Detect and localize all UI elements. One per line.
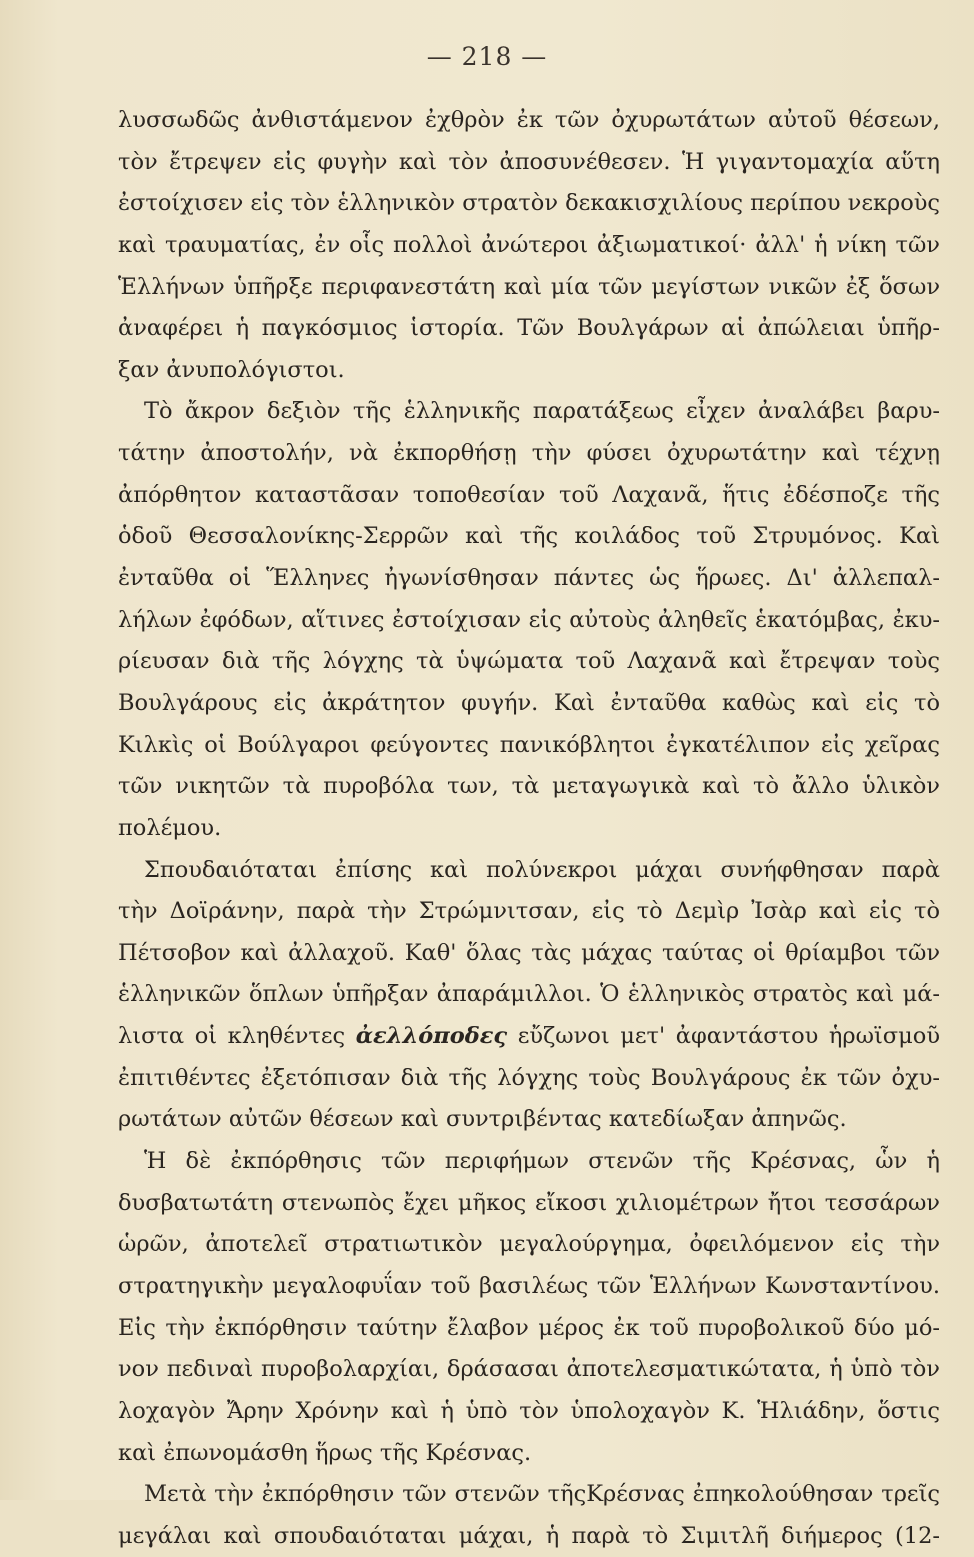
text-line: τῶν νικητῶν τὰ πυροβόλα των, τὰ μεταγωγικὰ καὶ τὸ ἄλλο ὑλικὸν [118,773,940,800]
body-text [118,100,940,1557]
text-line: ὡρῶν, ἀποτελεῖ στρατιωτικὸν μεγαλούργημα, ὀφειλόμενον εἰς τὴν [118,1231,940,1258]
text-line: καὶ τραυματίας, ἐν οἷς πολλοὶ ἀνώτεροι ἀξιωματικοί· ἀλλ' ἡ νίκη τῶν [118,231,940,258]
text-line: ρωτάτων αὐτῶν θέσεων καὶ συντριβέντας κατεδίωξαν ἀπηνῶς. [118,1106,847,1133]
text-line: ξαν ἀνυπολόγιστοι. [118,356,345,383]
text-line: στρατηγικὴν μεγαλοφυΐαν τοῦ βασιλέως τῶν Ἑλλήνων Κωνσταντίνου. [118,1272,940,1299]
text-line: Τὸ ἄκρον δεξιὸν τῆς ἑλληνικῆς παρατάξεως εἶχεν ἀναλάβει βαρυ- [144,398,940,425]
text-line: ἀπόρθητον καταστᾶσαν τοποθεσίαν τοῦ Λαχανᾶ, ἥτις ἐδέσποζε τῆς [118,481,940,508]
text-line: τάτην ἀποστολήν, νὰ ἐκπορθήσῃ τὴν φύσει ὀχυρωτάτην καὶ τέχνῃ [118,440,940,467]
text-line: Κιλκὶς οἱ Βούλγαροι φεύγοντες πανικόβλητοι ἐγκατέλιπον εἰς χεῖρας [118,731,940,758]
text-line: νον πεδιναὶ πυροβολαρχίαι, δράσασαι ἀποτελεσματικώτατα, ἡ ὑπὸ τὸν [118,1356,940,1383]
text-line [118,1016,940,1058]
text-line: λοχαγὸν Ἄρην Χρόνην καὶ ἡ ὑπὸ τὸν ὑπολοχαγὸν Κ. Ἡλιάδην, ὅστις [118,1397,940,1424]
text-line: Μετὰ τὴν ἐκπόρθησιν τῶν στενῶν τῆςΚρέσνας ἐπηκολούθησαν τρεῖς [144,1481,940,1508]
text-line: Σπουδαιόταται ἐπίσης καὶ πολύνεκροι μάχαι συνήφθησαν παρὰ [144,856,940,883]
text-line: ἀναφέρει ἡ παγκόσμιος ἱστορία. Τῶν Βουλγάρων αἱ ἀπώλειαι ὑπῆρ- [118,315,940,342]
text-line: ἑλληνικῶν ὅπλων ὑπῆρξαν ἀπαράμιλλοι. Ὁ ἑλληνικὸς στρατὸς καὶ μά- [118,981,940,1008]
text-line: Βουλγάρους εἰς ἀκράτητον φυγήν. Καὶ ἐνταῦθα καθὼς καὶ εἰς τὸ [118,689,940,716]
text-line: Πέτσοβον καὶ ἀλλαχοῦ. Καθ' ὅλας τὰς μάχας ταύτας οἱ θρίαμβοι τῶν [118,939,940,966]
text-line: Ἡ δὲ ἐκπόρθησις τῶν περιφήμων στενῶν τῆς Κρέσνας, ὧν ἡ [144,1148,940,1175]
text-line: ὁδοῦ Θεσσαλονίκης-Σερρῶν καὶ τῆς κοιλάδος τοῦ Στρυμόνος. Καὶ [118,523,940,550]
text-line: τὴν Δοϊράνην, παρὰ τὴν Στρώμνιτσαν, εἰς τὸ Δεμὶρ Ἰσὰρ καὶ εἰς τὸ [118,898,940,925]
text-line: πολέμου. [118,814,222,841]
text-line: ἐστοίχισεν εἰς τὸν ἑλληνικὸν στρατὸν δεκακισχιλίους περίπου νεκροὺς [118,190,940,217]
emphasized-term: ἀελλόποδες [355,1023,508,1050]
text-line: καὶ ἐπωνομάσθη ἥρως τῆς Κρέσνας. [118,1439,532,1466]
text-line: μεγάλαι καὶ σπουδαιόταται μάχαι, ἡ παρὰ τὸ Σιμιτλῆ διήμερος (12- [118,1522,940,1549]
page-number: — 218 — [426,42,548,71]
text-line: ἐπιτιθέντες ἐξετόπισαν διὰ τῆς λόγχης τοὺς Βουλγάρους ἐκ τῶν ὀχυ- [118,1064,940,1091]
text-line: τὸν ἔτρεψεν εἰς φυγὴν καὶ τὸν ἀποσυνέθεσεν. Ἡ γιγαντομαχία αὕτη [118,148,940,175]
text-line: δυσβατωτάτη στενωπὸς ἔχει μῆκος εἴκοσι χιλιομέτρων ἤτοι τεσσάρων [118,1189,940,1216]
text-line: ρίευσαν διὰ τῆς λόγχης τὰ ὑψώματα τοῦ Λαχανᾶ καὶ ἔτρεψαν τοὺς [118,648,940,675]
text-segment: εὔζωνοι μετ' ἀφαντάστου ἡρωϊσμοῦ [507,1023,941,1050]
text-segment: λιστα οἱ κληθέντες [118,1023,356,1050]
text-line: λυσσωδῶς ἀνθιστάμενον ἐχθρὸν ἐκ τῶν ὀχυρωτάτων αὐτοῦ θέσεων, [118,107,940,133]
text-line: Ἑλλήνων ὑπῆρξε περιφανεστάτη καὶ μία τῶν μεγίστων νικῶν ἐξ ὅσων [118,273,940,300]
text-line: Εἰς τὴν ἐκπόρθησιν ταύτην ἔλαβον μέρος ἐκ τοῦ πυροβολικοῦ δύο μό- [118,1314,940,1341]
text-line: λήλων ἐφόδων, αἵτινες ἐστοίχισαν εἰς αὐτοὺς ἀληθεῖς ἑκατόμβας, ἐκυ- [118,606,940,633]
text-line: ἐνταῦθα οἱ Ἕλληνες ἠγωνίσθησαν πάντες ὡς ἥρωες. Δι' ἀλλεπαλ- [118,565,940,592]
